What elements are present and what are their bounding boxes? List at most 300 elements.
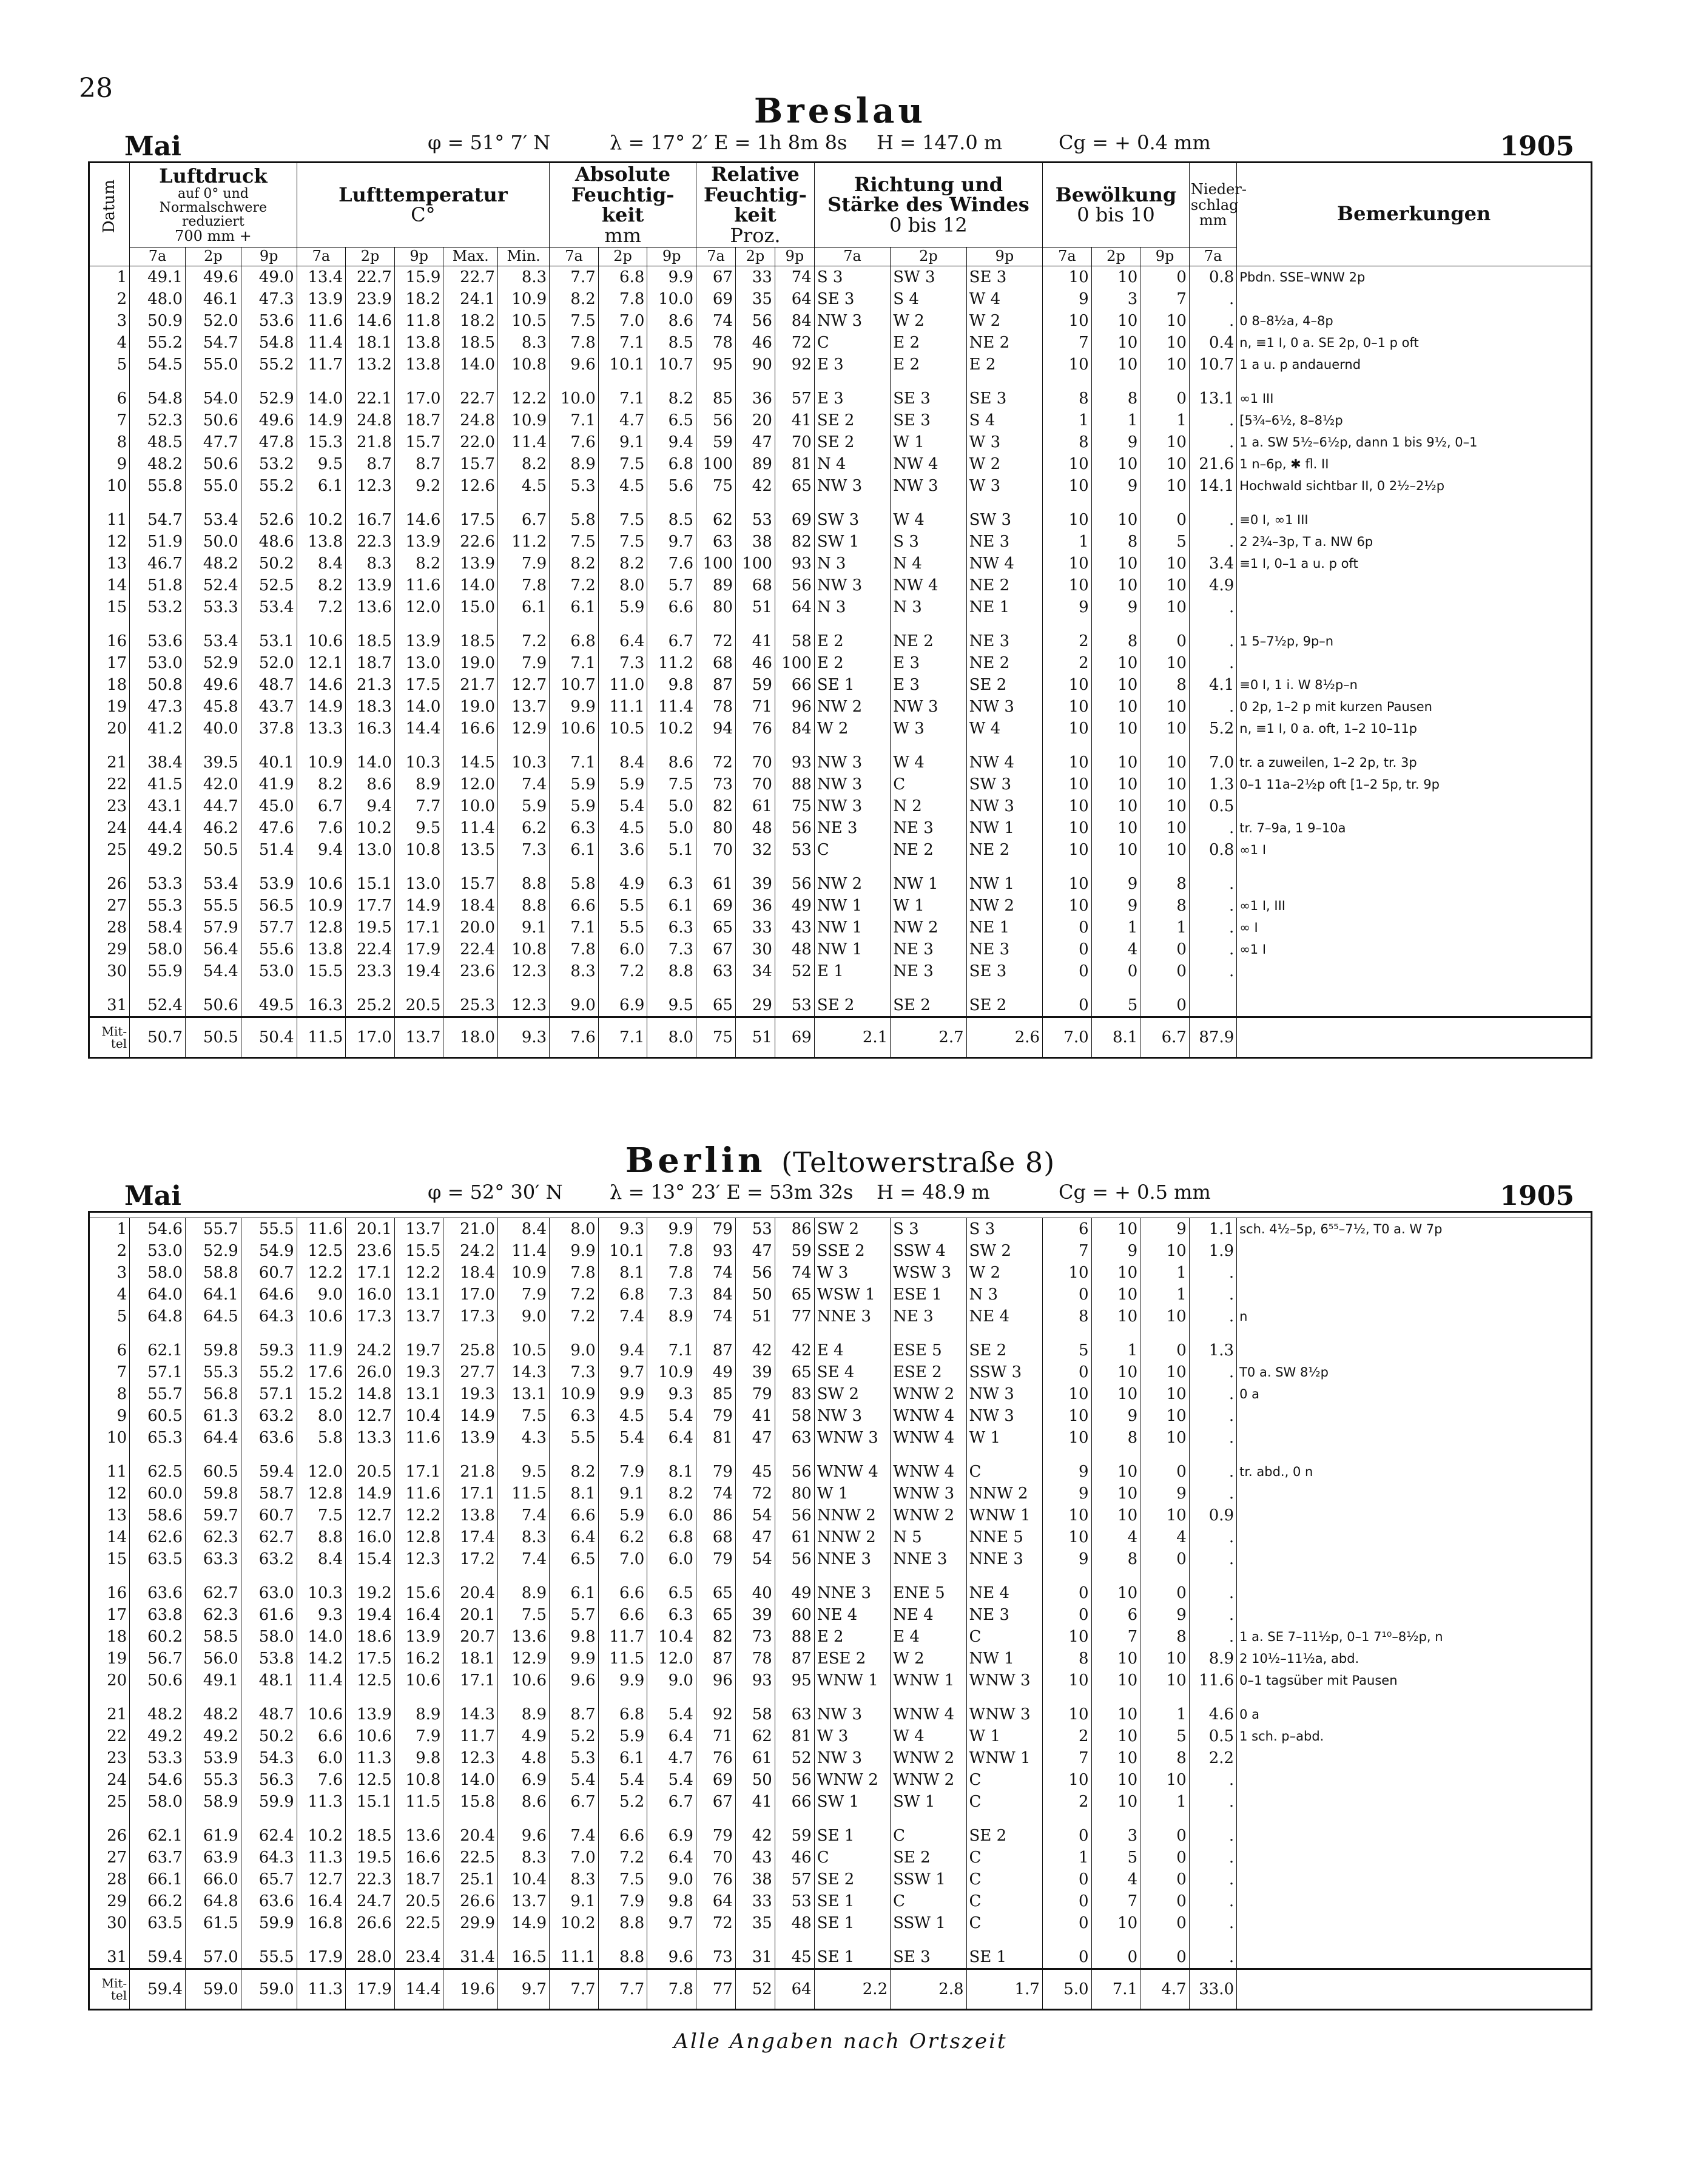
cell-t9: 15.7 (394, 431, 443, 453)
cell-tmax: 22.7 (443, 266, 498, 288)
time-header: 2p (735, 248, 775, 266)
remark-cell: 0–1 tagsüber mit Pausen (1237, 1670, 1592, 1704)
table-row (89, 575, 1592, 596)
day-cell: 30 (89, 1912, 130, 1946)
cell-b7: 6 (1042, 1218, 1091, 1241)
cell-t9: 16.6 (394, 1847, 443, 1869)
cell-tmax: 25.1 (443, 1869, 498, 1890)
cell-r2: 47 (735, 1240, 775, 1262)
cell-a7: 5.4 (550, 1769, 599, 1791)
cell-b9: 10 (1140, 575, 1190, 596)
day-cell: 21 (89, 1704, 130, 1725)
cell-a7: 7.2 (550, 1306, 599, 1340)
cell-r7: 65 (696, 1604, 735, 1626)
cell-n: . (1189, 1306, 1236, 1340)
cell-t2: 20.5 (346, 1461, 395, 1483)
cell-p2: 46.1 (185, 288, 241, 310)
cell-r2: 70 (735, 752, 775, 774)
cell-w2: WNW 3 (891, 1483, 966, 1505)
cell-p2: 44.7 (185, 795, 241, 817)
cell-b9: 1 (1140, 1791, 1190, 1825)
cell-a7: 7.6 (550, 431, 599, 453)
cell-t9: 12.8 (394, 1526, 443, 1548)
remark-cell: 1 a. SW 5½–6½p, dann 1 bis 9½, 0–1 (1237, 431, 1592, 453)
cell-w2: NW 2 (891, 917, 966, 939)
remark-cell: 1 a. SE 7–11½p, 0–1 7¹⁰–8½p, n (1237, 1626, 1592, 1648)
cell-r2: 42 (735, 1825, 775, 1847)
cell-t2: 15.1 (346, 1791, 395, 1825)
cell-b7: 10 (1042, 1262, 1091, 1284)
cell-tmin: 6.1 (498, 596, 550, 630)
cell-a2: 10.5 (598, 718, 647, 752)
cell-a9: 5.7 (647, 575, 696, 596)
cell-tmin: 13.6 (498, 1626, 550, 1648)
time-header: 9p (394, 248, 443, 266)
cell-a2: 4.9 (598, 873, 647, 895)
cell-p9: 52.6 (241, 509, 297, 531)
cell-p2: 49.1 (185, 1670, 241, 1704)
cell-w9: NW 1 (966, 1648, 1042, 1670)
remark-cell: ∞1 III (1237, 388, 1592, 410)
cell-b2: 10 (1091, 310, 1140, 332)
cell-tmin: 4.3 (498, 1427, 550, 1461)
cell-p2: 59.7 (185, 1505, 241, 1526)
cell-w2: WNW 4 (891, 1704, 966, 1725)
cell-r7: 79 (696, 1218, 735, 1241)
cell-b7: 10 (1043, 895, 1092, 917)
cell-r7: 78 (696, 696, 736, 718)
cell-b9: 7 (1140, 288, 1190, 310)
cell-w7: SE 2 (814, 410, 890, 431)
cell-r9: 81 (775, 453, 814, 475)
cell-t2: 13.3 (346, 1427, 395, 1461)
day-cell: 31 (89, 994, 130, 1017)
day-cell: 9 (89, 453, 130, 475)
cell-t9: 18.7 (394, 1869, 443, 1890)
cell-a9: 8.9 (647, 1306, 696, 1340)
cell-a7: 6.6 (550, 895, 599, 917)
day-cell: 21 (89, 752, 130, 774)
cell-b7: 10 (1043, 774, 1092, 795)
table-row (89, 960, 1592, 994)
table-row (89, 1548, 1592, 1582)
time-header: 9p (647, 248, 696, 266)
cell-r7: 63 (696, 960, 736, 994)
cell-t9: 16.2 (394, 1648, 443, 1670)
cell-a9: 9.7 (647, 1912, 696, 1946)
cell-n: . (1189, 531, 1236, 553)
remark-cell (1237, 652, 1592, 674)
cell-p7: 48.2 (130, 1704, 186, 1725)
cell-a9: 6.4 (647, 1847, 696, 1869)
cell-w2: SE 3 (891, 1946, 966, 1969)
cell-r9: 56 (775, 575, 814, 596)
cell-n: . (1189, 939, 1236, 960)
cell-b9: 0 (1140, 1548, 1190, 1582)
cell-r9: 64 (775, 596, 814, 630)
cell-r7: 61 (696, 873, 736, 895)
remark-cell: T0 a. SW 8½p (1237, 1361, 1592, 1383)
cell-w9: NW 3 (966, 1405, 1042, 1427)
cell-n: 0.8 (1189, 266, 1236, 288)
cell-tmax: 16.6 (443, 718, 498, 752)
cell-w7: SE 1 (814, 1946, 890, 1969)
remark-cell (1237, 1946, 1592, 1969)
cell-t9: 22.5 (394, 1912, 443, 1946)
cell-b9: 0 (1140, 266, 1190, 288)
day-cell: 18 (89, 1626, 130, 1648)
cell-r7: 84 (696, 1284, 735, 1306)
cell-b7: 1 (1043, 410, 1092, 431)
cell-tmax: 15.8 (443, 1791, 498, 1825)
cell-p2: 48.2 (185, 1704, 241, 1725)
cell-b7: 10 (1042, 1769, 1091, 1791)
cell-w9: C (966, 1847, 1042, 1869)
remark-cell: 2 2¾–3p, T a. NW 6p (1237, 531, 1592, 553)
cell-n: . (1189, 917, 1236, 939)
cell-b2: 10 (1091, 1218, 1140, 1241)
cell-tmax: 27.7 (443, 1361, 498, 1383)
cell-t9: 9.2 (394, 475, 443, 509)
cell-a2: 6.6 (598, 1604, 647, 1626)
table-row (89, 410, 1592, 431)
cell-tmin: 16.5 (498, 1946, 550, 1969)
cell-tmin: 13.7 (498, 1890, 550, 1912)
cell-a9: 5.0 (647, 817, 696, 839)
day-cell: 25 (89, 1791, 130, 1825)
cell-w9: SW 3 (966, 509, 1042, 531)
cell-t9: 17.1 (394, 1461, 443, 1483)
remark-cell (1237, 795, 1592, 817)
cell-w2: E 4 (891, 1626, 966, 1648)
cell-w2: SE 3 (891, 410, 966, 431)
cell-p7: 62.1 (130, 1825, 186, 1847)
cell-p9: 63.6 (241, 1890, 297, 1912)
cell-tmax: 20.0 (443, 917, 498, 939)
cell-b2: 4 (1091, 1869, 1140, 1890)
cell-r7: 79 (696, 1825, 735, 1847)
cell-w7: NNE 3 (814, 1306, 890, 1340)
cell-a2: 7.1 (598, 388, 647, 410)
cell-b9: 10 (1140, 696, 1190, 718)
cell-n: . (1189, 1262, 1236, 1284)
cell-w9: C (966, 1869, 1042, 1890)
remark-cell: 0–1 11a–2½p oft [1–2 5p, tr. 9p (1237, 774, 1592, 795)
cell-tmin: 12.2 (498, 388, 550, 410)
remark-cell (1237, 1505, 1592, 1526)
cell-w9: N 3 (966, 1284, 1042, 1306)
cell-a7: 7.1 (550, 752, 599, 774)
cell-r9: 74 (775, 266, 814, 288)
table-row (89, 1725, 1592, 1747)
cell-w7: S 3 (814, 266, 890, 288)
cell-w9: W 2 (966, 310, 1042, 332)
cell-t9: 11.8 (394, 310, 443, 332)
cell-r7: 75 (696, 475, 736, 509)
cell-r9: 46 (775, 1847, 814, 1869)
cell-tmin: 9.5 (498, 1461, 550, 1483)
cell-p9: 49.0 (241, 266, 297, 288)
page-number: 28 (79, 73, 113, 104)
cell-tmax: 11.7 (443, 1725, 498, 1747)
cell-w7: W 2 (814, 718, 890, 752)
cell-a9: 6.7 (647, 630, 696, 652)
cell-r2: 53 (735, 1218, 775, 1241)
day-cell: 17 (89, 652, 130, 674)
cell-r2: 33 (735, 917, 775, 939)
cell-t9: 13.9 (394, 1626, 443, 1648)
cell-t2: 8.7 (346, 453, 395, 475)
cell-n: 0.4 (1189, 332, 1236, 354)
cell-tmin: 7.4 (498, 1505, 550, 1526)
cell-tmin: 9.6 (498, 1825, 550, 1847)
cell-w9: WNW 3 (966, 1704, 1042, 1725)
cell-p9: 47.6 (241, 817, 297, 839)
table-row (89, 630, 1592, 652)
cell-p7: 55.7 (130, 1383, 186, 1405)
cell-b2: 10 (1091, 553, 1140, 575)
cell-a9: 6.3 (647, 917, 696, 939)
cell-r2: 89 (735, 453, 775, 475)
cell-w9: NE 2 (966, 839, 1042, 873)
cell-b9: 0 (1140, 1912, 1190, 1946)
cell-b9: 5 (1140, 531, 1190, 553)
cell-a2: 10.1 (598, 1240, 647, 1262)
mean-a2: 7.1 (598, 1017, 647, 1057)
cell-w9: W 3 (966, 431, 1042, 453)
cell-tmin: 7.5 (498, 1604, 550, 1626)
cell-a7: 7.5 (550, 531, 599, 553)
cell-tmax: 19.0 (443, 652, 498, 674)
cell-b2: 6 (1091, 1604, 1140, 1626)
cell-b9: 1 (1140, 1284, 1190, 1306)
cell-p7: 52.3 (130, 410, 186, 431)
cell-p7: 50.9 (130, 310, 186, 332)
cell-tmax: 17.3 (443, 1306, 498, 1340)
cell-r2: 54 (735, 1548, 775, 1582)
cell-n: . (1189, 1847, 1236, 1869)
cell-w9: S 3 (966, 1218, 1042, 1241)
cell-a2: 7.0 (598, 310, 647, 332)
cell-p7: 58.6 (130, 1505, 186, 1526)
cell-p7: 63.5 (130, 1548, 186, 1582)
cell-r9: 65 (775, 1361, 814, 1383)
cell-w7: NNE 3 (814, 1548, 890, 1582)
cell-r2: 59 (735, 674, 775, 696)
cell-tmax: 14.5 (443, 752, 498, 774)
cell-b9: 0 (1140, 1869, 1190, 1890)
remark-cell: ∞1 I (1237, 939, 1592, 960)
cell-w2: W 4 (891, 752, 966, 774)
remark-cell (1237, 1405, 1592, 1427)
cell-w9: NW 3 (966, 795, 1042, 817)
cell-a2: 7.5 (598, 509, 647, 531)
mean-p2: 59.0 (185, 1969, 241, 2010)
remark-cell (1237, 1548, 1592, 1582)
cell-b7: 10 (1042, 1670, 1091, 1704)
cell-p7: 54.6 (130, 1218, 186, 1241)
cell-p7: 41.5 (130, 774, 186, 795)
cell-t9: 23.4 (394, 1946, 443, 1969)
cell-b9: 0 (1140, 388, 1190, 410)
latitude: φ = 51° 7′ N (428, 131, 551, 154)
cell-tmin: 12.7 (498, 674, 550, 696)
cell-tmin: 10.9 (498, 288, 550, 310)
cell-t7: 12.2 (297, 1262, 346, 1284)
table-row (89, 354, 1592, 388)
cell-b2: 10 (1091, 1262, 1140, 1284)
cell-a7: 7.0 (550, 1847, 599, 1869)
cell-w9: C (966, 1769, 1042, 1791)
cell-a2: 5.9 (598, 1505, 647, 1526)
cell-t9: 17.9 (394, 939, 443, 960)
cell-p9: 57.7 (241, 917, 297, 939)
cell-r2: 41 (735, 1405, 775, 1427)
cell-w7: E 4 (814, 1340, 890, 1361)
cell-p2: 64.5 (185, 1306, 241, 1340)
cell-r2: 35 (735, 288, 775, 310)
cell-b7: 10 (1042, 1427, 1091, 1461)
cell-a9: 9.0 (647, 1869, 696, 1890)
remark-cell: 0 a (1237, 1383, 1592, 1405)
day-cell: 18 (89, 674, 130, 696)
cell-a2: 7.3 (598, 652, 647, 674)
table-row (89, 1670, 1592, 1704)
mean-row (89, 1969, 1592, 2010)
station-meta (88, 1181, 1592, 1211)
cell-b2: 10 (1091, 1306, 1140, 1340)
cell-tmax: 14.0 (443, 575, 498, 596)
cell-a9: 10.7 (647, 354, 696, 388)
cell-t9: 10.3 (394, 752, 443, 774)
table-row (89, 1648, 1592, 1670)
cell-b9: 0 (1140, 1946, 1190, 1969)
cell-tmax: 22.5 (443, 1847, 498, 1869)
cell-t9: 7.9 (394, 1725, 443, 1747)
cell-r2: 36 (735, 895, 775, 917)
cell-t2: 19.2 (346, 1582, 395, 1604)
cell-w9: NE 4 (966, 1306, 1042, 1340)
cell-p9: 55.6 (241, 939, 297, 960)
remark-cell: 0 a (1237, 1704, 1592, 1725)
cell-p7: 64.0 (130, 1284, 186, 1306)
day-cell: 14 (89, 575, 130, 596)
cell-a7: 5.3 (550, 475, 599, 509)
cell-p2: 55.3 (185, 1361, 241, 1383)
mean-t9: 14.4 (394, 1969, 443, 2010)
month-label: Mai (124, 131, 181, 162)
cell-n: . (1189, 1483, 1236, 1505)
cell-tmin: 10.8 (498, 354, 550, 388)
cell-b2: 3 (1091, 288, 1140, 310)
cell-p7: 54.6 (130, 1769, 186, 1791)
cell-t9: 17.0 (394, 388, 443, 410)
cell-t7: 6.6 (297, 1725, 346, 1747)
cell-n: 1.3 (1189, 1340, 1236, 1361)
cell-b2: 9 (1091, 475, 1140, 509)
cell-a9: 9.7 (647, 531, 696, 553)
cell-tmax: 13.9 (443, 1427, 498, 1461)
cell-n: . (1189, 696, 1236, 718)
cell-tmin: 9.0 (498, 1306, 550, 1340)
cell-tmax: 25.3 (443, 994, 498, 1017)
cell-a2: 6.2 (598, 1526, 647, 1548)
cell-p2: 50.6 (185, 410, 241, 431)
cell-b9: 10 (1140, 475, 1190, 509)
cell-t9: 10.6 (394, 1670, 443, 1704)
cell-p9: 45.0 (241, 795, 297, 817)
cell-a9: 9.9 (647, 1218, 696, 1241)
cell-b9: 10 (1140, 817, 1190, 839)
cell-r7: 87 (696, 674, 736, 696)
cell-t7: 17.6 (297, 1361, 346, 1383)
table-row (89, 509, 1592, 531)
cell-t2: 17.1 (346, 1262, 395, 1284)
cell-r7: 56 (696, 410, 736, 431)
day-cell: 23 (89, 795, 130, 817)
cell-w9: E 2 (966, 354, 1042, 388)
cell-r9: 80 (775, 1483, 814, 1505)
cell-r9: 83 (775, 1383, 814, 1405)
cell-t2: 16.0 (346, 1526, 395, 1548)
cell-p9: 55.2 (241, 354, 297, 388)
cell-n: . (1189, 1582, 1236, 1604)
cell-r7: 63 (696, 531, 736, 553)
cell-p9: 55.2 (241, 475, 297, 509)
cell-t9: 10.8 (394, 839, 443, 873)
day-cell: 16 (89, 1582, 130, 1604)
cell-t7: 13.8 (297, 939, 346, 960)
cell-r7: 70 (696, 1847, 735, 1869)
cell-p7: 49.2 (130, 1725, 186, 1747)
table-row (89, 1582, 1592, 1604)
table-row (89, 795, 1592, 817)
time-header: 7a (550, 248, 599, 266)
cell-b2: 10 (1091, 674, 1140, 696)
cell-r9: 53 (775, 994, 814, 1017)
cell-a9: 5.4 (647, 1769, 696, 1791)
cell-t2: 10.2 (346, 817, 395, 839)
cell-a2: 5.4 (598, 1769, 647, 1791)
cell-a2: 7.8 (598, 288, 647, 310)
cell-b7: 0 (1042, 1825, 1091, 1847)
cell-w2: WNW 2 (891, 1505, 966, 1526)
mean-r9: 64 (775, 1969, 814, 2010)
cell-a7: 7.2 (550, 1284, 599, 1306)
remark-cell: ≡0 I, ∞1 III (1237, 509, 1592, 531)
cell-a9: 9.3 (647, 1383, 696, 1405)
cell-r7: 74 (696, 1306, 735, 1340)
cell-t7: 11.6 (297, 310, 346, 332)
cell-w7: SE 1 (814, 674, 890, 696)
cell-b2: 0 (1091, 960, 1140, 994)
mean-a7: 7.6 (550, 1017, 599, 1057)
day-cell: 4 (89, 332, 130, 354)
cell-a9: 5.4 (647, 1704, 696, 1725)
cell-p2: 53.4 (185, 630, 241, 652)
cell-tmax: 13.8 (443, 1505, 498, 1526)
day-cell: 5 (89, 354, 130, 388)
cell-t7: 7.6 (297, 817, 346, 839)
cell-n: . (1189, 1405, 1236, 1427)
cell-p7: 57.1 (130, 1361, 186, 1383)
cell-r7: 80 (696, 596, 736, 630)
cell-p2: 56.4 (185, 939, 241, 960)
cell-t7: 8.4 (297, 1548, 346, 1582)
table-row (89, 553, 1592, 575)
cell-a9: 7.5 (647, 774, 696, 795)
cell-r7: 68 (696, 1526, 735, 1548)
